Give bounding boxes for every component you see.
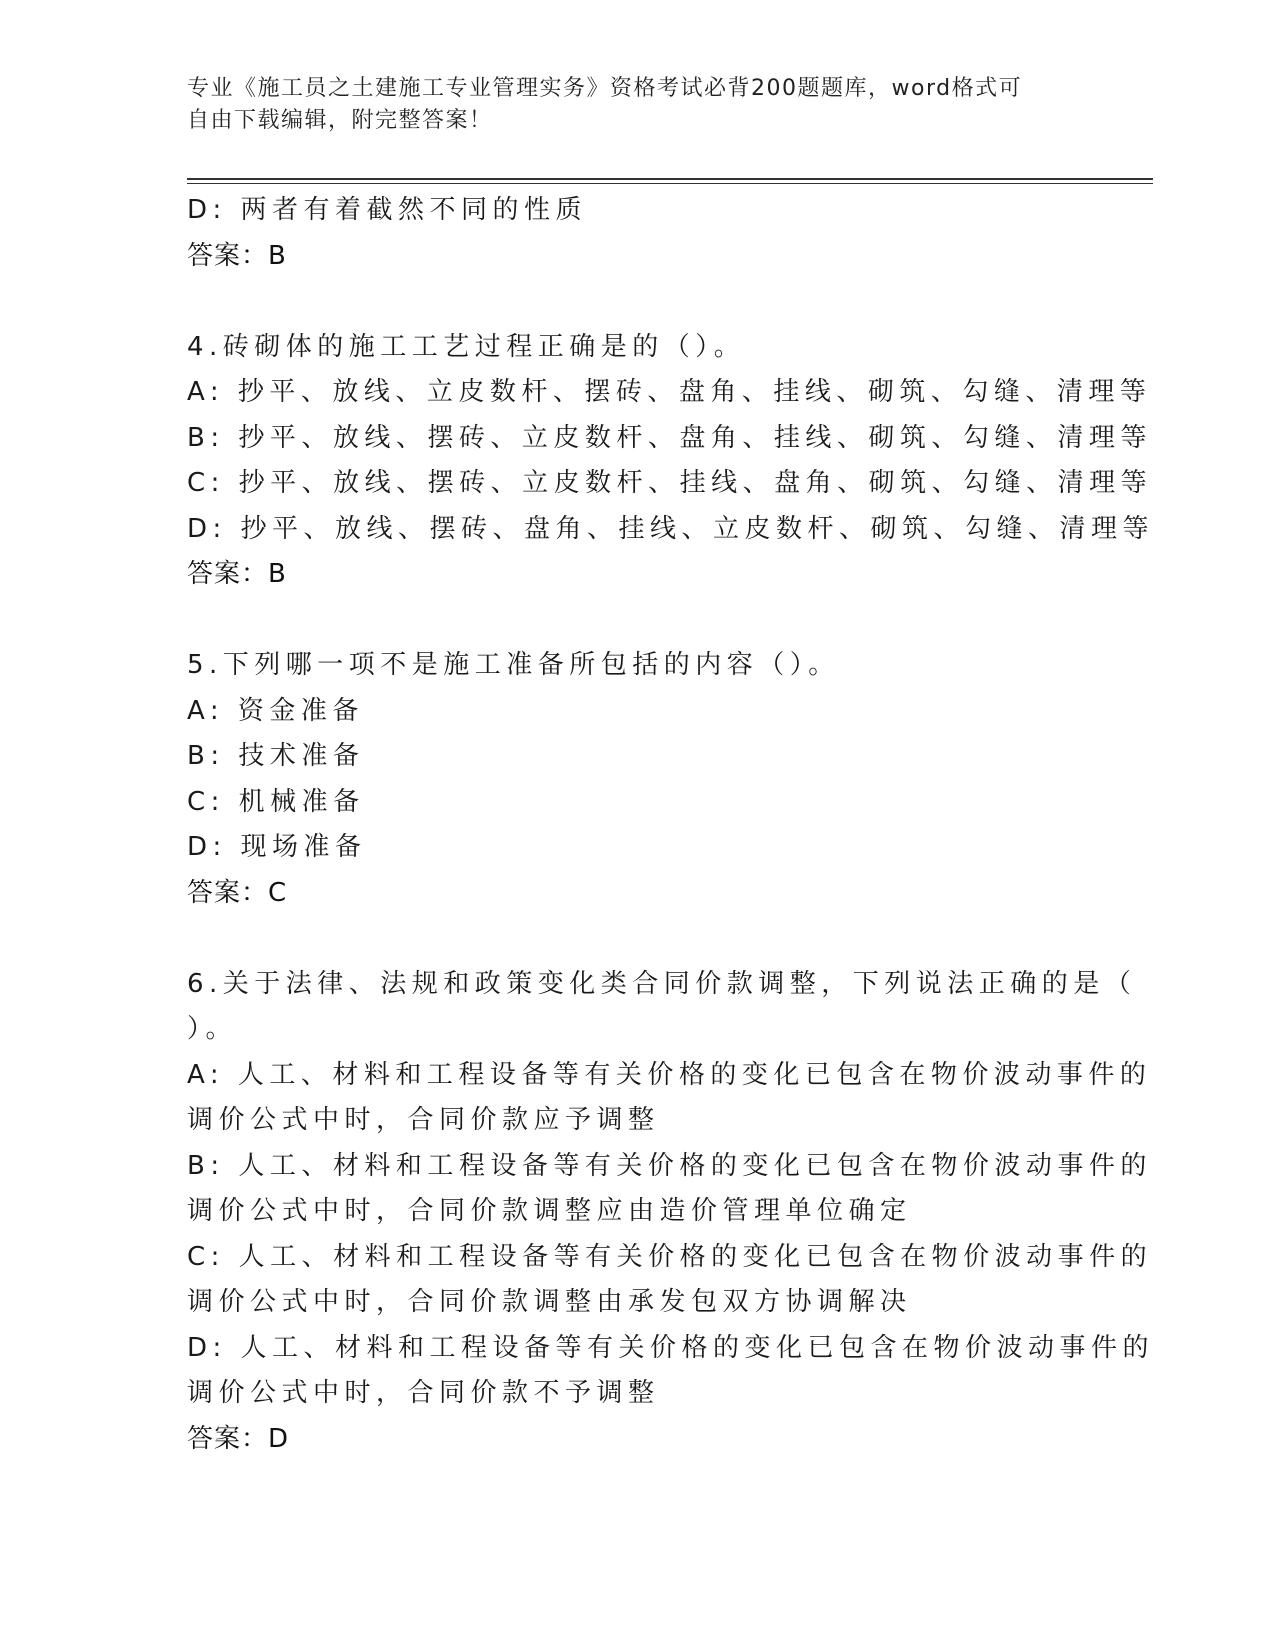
option-b: B: 技术准备 — [187, 741, 365, 771]
question-stem: 4.砖砌体的施工工艺过程正确是的（）。 — [187, 331, 746, 362]
page-header — [187, 73, 1067, 137]
option-b-line-2: 调价公式中时，合同价款调整应由造价管理单位确定 — [187, 1196, 912, 1226]
option-c: C: 抄平、放线、摆砖、立皮数杆、挂线、盘角、砌筑、勾缝、清理等 — [187, 468, 1153, 498]
option-a-line-1: A: 人工、材料和工程设备等有关价格的变化已包含在物价波动事件的 — [187, 1059, 1152, 1090]
question-6 — [187, 962, 1155, 1463]
spacer — [187, 916, 1077, 962]
option-d-line-2: 调价公式中时，合同价款不予调整 — [187, 1378, 660, 1408]
answer-line: 答案：B — [187, 240, 287, 271]
header-divider-thick — [187, 178, 1153, 180]
answer-line: 答案：C — [187, 877, 288, 908]
question-4 — [187, 325, 1155, 598]
option-b-line-1: B: 人工、材料和工程设备等有关价格的变化已包含在物价波动事件的 — [187, 1150, 1152, 1181]
option-a-line-2: 调价公式中时，合同价款应予调整 — [187, 1105, 660, 1135]
option-d-line-1: D: 人工、材料和工程设备等有关价格的变化已包含在物价波动事件的 — [187, 1332, 1155, 1363]
spacer — [187, 279, 1077, 325]
question-stem-line-1: 6.关于法律、法规和政策变化类合同价款调整，下列说法正确的是（ — [187, 968, 1137, 999]
option-d: D: 抄平、放线、摆砖、盘角、挂线、立皮数杆、砌筑、勾缝、清理等 — [187, 513, 1155, 544]
option-a: A: 资金准备 — [187, 695, 364, 726]
exam-content — [187, 188, 1155, 1462]
question-3-tail — [187, 188, 1077, 279]
option-c-line-1: C: 人工、材料和工程设备等有关价格的变化已包含在物价波动事件的 — [187, 1241, 1153, 1272]
question-stem-line-2: ）。 — [187, 1014, 238, 1044]
question-stem: 5.下列哪一项不是施工准备所包括的内容（）。 — [187, 650, 840, 680]
answer-line: 答案：B — [187, 559, 287, 589]
option-a: A: 抄平、放线、立皮数杆、摆砖、盘角、挂线、砌筑、勾缝、清理等 — [187, 377, 1152, 407]
option-c-line-2: 调价公式中时，合同价款调整由承发包双方协调解决 — [187, 1287, 912, 1317]
header-divider-thin — [187, 183, 1153, 184]
option-d: D: 现场准备 — [187, 832, 367, 862]
header-title-line-1: 专业《施工员之土建施工专业管理实务》资格考试必背200题题库，word格式可 — [187, 76, 1023, 101]
answer-line: 答案：D — [187, 1423, 290, 1454]
option-d: D: 两者有着截然不同的性质 — [187, 195, 588, 225]
option-b: B: 抄平、放线、摆砖、立皮数杆、盘角、挂线、砌筑、勾缝、清理等 — [187, 422, 1152, 453]
question-5 — [187, 643, 1077, 916]
option-c: C: 机械准备 — [187, 786, 365, 817]
header-title-line-2: 自由下载编辑，附完整答案！ — [187, 108, 493, 133]
spacer — [187, 598, 1077, 644]
